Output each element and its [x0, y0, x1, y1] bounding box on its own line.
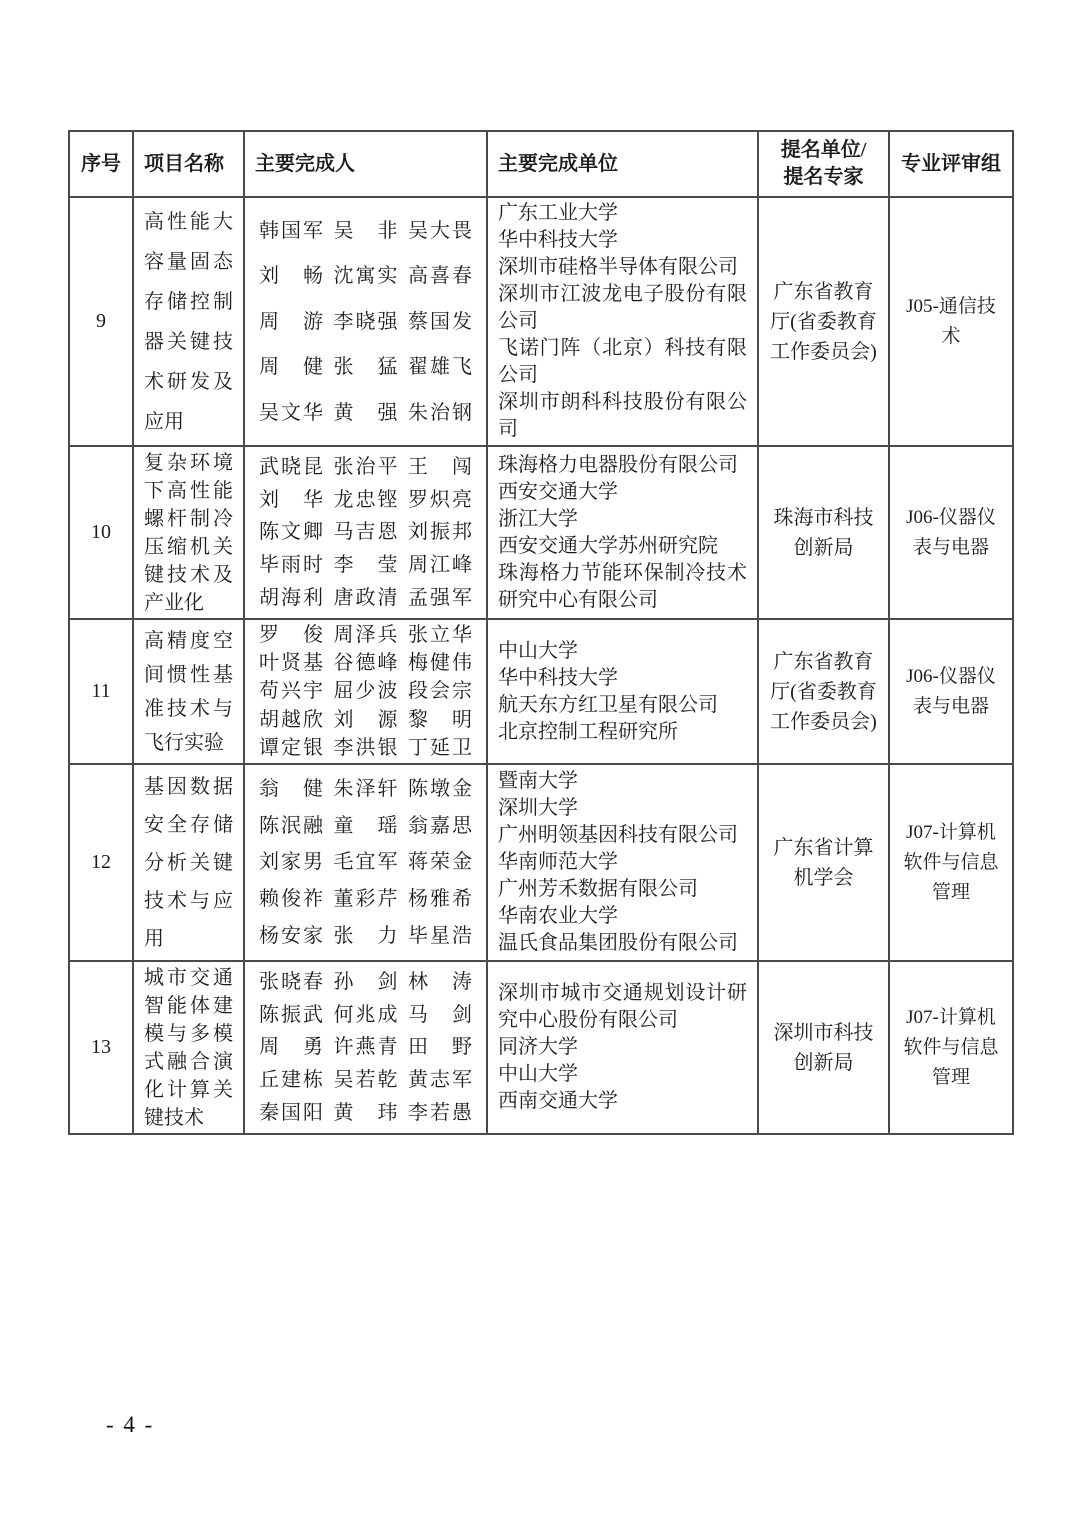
table-row	[69, 764, 1013, 961]
nominator-name: 珠海市科技创新局	[773, 506, 874, 559]
person-name: 李晓强	[333, 310, 398, 333]
person-name: 谭定银	[259, 736, 323, 759]
project-name: 高精度空间惯性基准技术与飞行实验	[144, 629, 233, 754]
organization-name: 深圳市硅格半导体有限公司	[498, 256, 738, 278]
header-nominator-line1: 提名单位/	[780, 139, 867, 161]
person-name: 谷德峰	[333, 652, 398, 675]
organization-name: 西安交通大学	[498, 480, 618, 503]
project-name-cell	[133, 619, 244, 764]
organizations-cell	[487, 961, 758, 1134]
page-number: - 4 -	[106, 1412, 155, 1437]
header-main-organizations: 主要完成单位	[487, 131, 758, 197]
person-name: 吴文华	[259, 401, 323, 424]
person-name: 陈墩金	[408, 777, 472, 800]
contributors-cell	[244, 764, 487, 961]
review-panel-cell	[889, 961, 1013, 1134]
person-name: 王闯	[408, 455, 472, 478]
person-name: 张立华	[408, 624, 472, 647]
person-name: 杨雅希	[408, 888, 472, 911]
contributors-list	[259, 620, 472, 763]
organization-name: 华南师范大学	[498, 851, 618, 873]
organization-name: 广东工业大学	[498, 202, 618, 224]
organization-name: 深圳市城市交通规划设计研究中心股份有限公司	[498, 982, 747, 1031]
organization-name: 深圳市朗科科技股份有限公司	[498, 391, 747, 440]
review-panel-name: J07-计算机软件与信息管理	[903, 1006, 999, 1088]
person-name: 张晓春	[259, 970, 323, 993]
organization-name: 飞诺门阵（北京）科技有限公司	[498, 337, 747, 386]
header-main-contributors: 主要完成人	[244, 131, 487, 197]
organization-name: 深圳大学	[498, 797, 578, 819]
nominator-cell	[758, 197, 889, 446]
person-name: 陈文卿	[259, 521, 323, 544]
project-name: 基因数据安全存储分析关键技术与应用	[144, 775, 233, 950]
nominator-cell	[758, 961, 889, 1134]
project-name-cell	[133, 764, 244, 961]
organization-name: 华中科技大学	[498, 229, 618, 251]
person-name: 黄玮	[333, 1102, 398, 1125]
project-name-cell	[133, 961, 244, 1134]
person-name: 高喜春	[408, 265, 472, 287]
nominator-cell	[758, 619, 889, 764]
person-name: 胡越欣	[259, 708, 323, 731]
organization-name: 中山大学	[498, 639, 578, 662]
person-name: 苟兴宇	[259, 680, 323, 703]
person-name: 周江峰	[408, 554, 472, 577]
review-panel-cell	[889, 446, 1013, 619]
person-name: 马剑	[408, 1003, 472, 1026]
person-name: 段会宗	[408, 680, 472, 703]
person-name: 张力	[333, 925, 398, 948]
person-name: 童瑶	[333, 814, 398, 837]
review-panel-cell	[889, 764, 1013, 961]
person-name: 韩国军	[259, 219, 323, 242]
contributors-list	[259, 198, 472, 445]
person-name: 田野	[408, 1036, 472, 1059]
person-name: 丘建栋	[259, 1069, 323, 1092]
person-name: 刘家男	[259, 851, 323, 874]
nominator-name: 广东省教育厅(省委教育工作委员会)	[770, 650, 877, 733]
person-name: 龙忠铿	[333, 488, 398, 511]
person-name: 翁嘉思	[408, 814, 472, 837]
organization-name: 华中科技大学	[498, 666, 618, 689]
person-name: 胡海利	[259, 587, 323, 610]
person-name: 武晓昆	[259, 455, 323, 478]
project-name: 复杂环境下高性能螺杆制冷压缩机关键技术及产业化	[144, 451, 233, 614]
person-name: 李莹	[333, 554, 398, 577]
person-name: 朱泽轩	[333, 777, 398, 800]
person-name: 翁健	[259, 777, 323, 800]
person-name: 刘畅	[259, 265, 323, 287]
organization-name: 珠海格力节能环保制冷技术研究中心有限公司	[498, 561, 747, 611]
nominator-cell	[758, 764, 889, 961]
organization-name: 浙江大学	[498, 507, 578, 530]
organizations-list	[498, 620, 747, 763]
person-name: 董彩芹	[333, 888, 398, 911]
person-name: 张治平	[333, 455, 398, 478]
organizations-cell	[487, 619, 758, 764]
person-name: 刘振邦	[408, 521, 472, 544]
organization-name: 西安交通大学苏州研究院	[498, 534, 718, 557]
nominator-name: 深圳市科技创新局	[773, 1021, 874, 1074]
person-name: 罗炽亮	[408, 488, 472, 511]
person-name: 周泽兵	[333, 624, 398, 647]
review-panel-name: J06-仪器仪表与电器	[906, 665, 996, 717]
header-review-panel: 专业评审组	[889, 131, 1013, 197]
review-panel-name: J06-仪器仪表与电器	[906, 506, 996, 558]
project-name-cell	[133, 197, 244, 446]
organization-name: 广州明领基因科技有限公司	[498, 824, 738, 846]
person-name: 梅健伟	[408, 652, 472, 675]
organizations-cell	[487, 764, 758, 961]
person-name: 张猛	[333, 356, 398, 378]
person-name: 刘华	[259, 488, 323, 511]
organization-name: 珠海格力电器股份有限公司	[498, 453, 738, 476]
organization-name: 广州芳禾数据有限公司	[498, 878, 698, 900]
person-name: 唐政清	[333, 587, 398, 610]
organization-name: 同济大学	[498, 1036, 578, 1058]
person-name: 孙剑	[333, 970, 398, 993]
organization-name: 西南交通大学	[498, 1090, 618, 1112]
person-name: 蔡国发	[408, 310, 472, 333]
person-name: 毕星浩	[408, 925, 472, 948]
project-name: 城市交通智能体建模与多模式融合演化计算关键技术	[144, 966, 233, 1129]
table-row	[69, 619, 1013, 764]
organization-name: 航天东方红卫星有限公司	[498, 693, 718, 716]
person-name: 黄志军	[408, 1069, 472, 1092]
person-name: 许燕青	[333, 1036, 398, 1059]
organizations-list	[498, 447, 747, 618]
nominator-cell	[758, 446, 889, 619]
person-name: 李洪银	[333, 736, 398, 759]
person-name: 沈寓实	[333, 265, 398, 287]
nominator-name: 广东省教育厅(省委教育工作委员会)	[770, 280, 877, 363]
award-projects-table	[68, 130, 1014, 1135]
serial-number: 10	[69, 446, 133, 619]
contributors-list	[259, 962, 472, 1133]
contributors-cell	[244, 197, 487, 446]
person-name: 吴若乾	[333, 1069, 398, 1092]
person-name: 赖俊祚	[259, 888, 323, 911]
person-name: 翟雄飞	[408, 356, 472, 378]
person-name: 孟强军	[408, 587, 472, 610]
person-name: 吴大畏	[408, 219, 472, 242]
serial-number: 11	[69, 619, 133, 764]
review-panel-cell	[889, 619, 1013, 764]
table-header-row	[69, 131, 1013, 197]
person-name: 黄强	[333, 401, 398, 424]
organization-name: 北京控制工程研究所	[498, 720, 678, 743]
organization-name: 中山大学	[498, 1063, 578, 1085]
person-name: 屈少波	[333, 680, 398, 703]
organization-name: 温氏食品集团股份有限公司	[498, 932, 738, 954]
person-name: 朱治钢	[408, 401, 472, 424]
header-project-name: 项目名称	[133, 131, 244, 197]
header-nominator	[758, 131, 889, 197]
serial-number: 12	[69, 764, 133, 961]
organizations-cell	[487, 197, 758, 446]
person-name: 周勇	[259, 1036, 323, 1059]
organizations-list	[498, 962, 747, 1133]
person-name: 吴非	[333, 219, 398, 242]
nominator-name: 广东省计算机学会	[773, 836, 874, 889]
organization-name: 华南农业大学	[498, 905, 618, 927]
review-panel-cell	[889, 197, 1013, 446]
table-row	[69, 446, 1013, 619]
person-name: 马吉恩	[333, 521, 398, 544]
person-name: 林涛	[408, 970, 472, 993]
organizations-list	[498, 198, 747, 445]
organizations-cell	[487, 446, 758, 619]
person-name: 秦国阳	[259, 1102, 323, 1125]
person-name: 周游	[259, 310, 323, 333]
person-name: 李若愚	[408, 1102, 472, 1125]
header-nominator-line2: 提名专家	[783, 166, 864, 188]
organization-name: 深圳市江波龙电子股份有限公司	[498, 283, 747, 332]
person-name: 罗俊	[259, 624, 323, 647]
contributors-list	[259, 765, 472, 960]
project-name-cell	[133, 446, 244, 619]
person-name: 蒋荣金	[408, 851, 472, 874]
person-name: 周健	[259, 356, 323, 378]
person-name: 陈泯融	[259, 814, 323, 837]
person-name: 毕雨时	[259, 554, 323, 577]
person-name: 丁延卫	[408, 736, 472, 759]
person-name: 黎明	[408, 708, 472, 731]
contributors-list	[259, 447, 472, 618]
person-name: 何兆成	[333, 1003, 398, 1026]
serial-number: 9	[69, 197, 133, 446]
contributors-cell	[244, 961, 487, 1134]
person-name: 毛宜军	[333, 851, 398, 874]
table-row	[69, 961, 1013, 1134]
organizations-list	[498, 765, 747, 960]
person-name: 刘源	[333, 708, 398, 731]
header-serial-number: 序号	[69, 131, 133, 197]
table-row	[69, 197, 1013, 446]
project-name: 高性能大容量固态存储控制器关键技术研发及应用	[144, 210, 233, 433]
contributors-cell	[244, 446, 487, 619]
person-name: 叶贤基	[259, 652, 323, 675]
review-panel-name: J07-计算机软件与信息管理	[903, 821, 999, 903]
serial-number: 13	[69, 961, 133, 1134]
contributors-cell	[244, 619, 487, 764]
person-name: 陈振武	[259, 1003, 323, 1026]
organization-name: 暨南大学	[498, 770, 578, 792]
review-panel-name: J05-通信技术	[906, 295, 996, 347]
person-name: 杨安家	[259, 925, 323, 948]
